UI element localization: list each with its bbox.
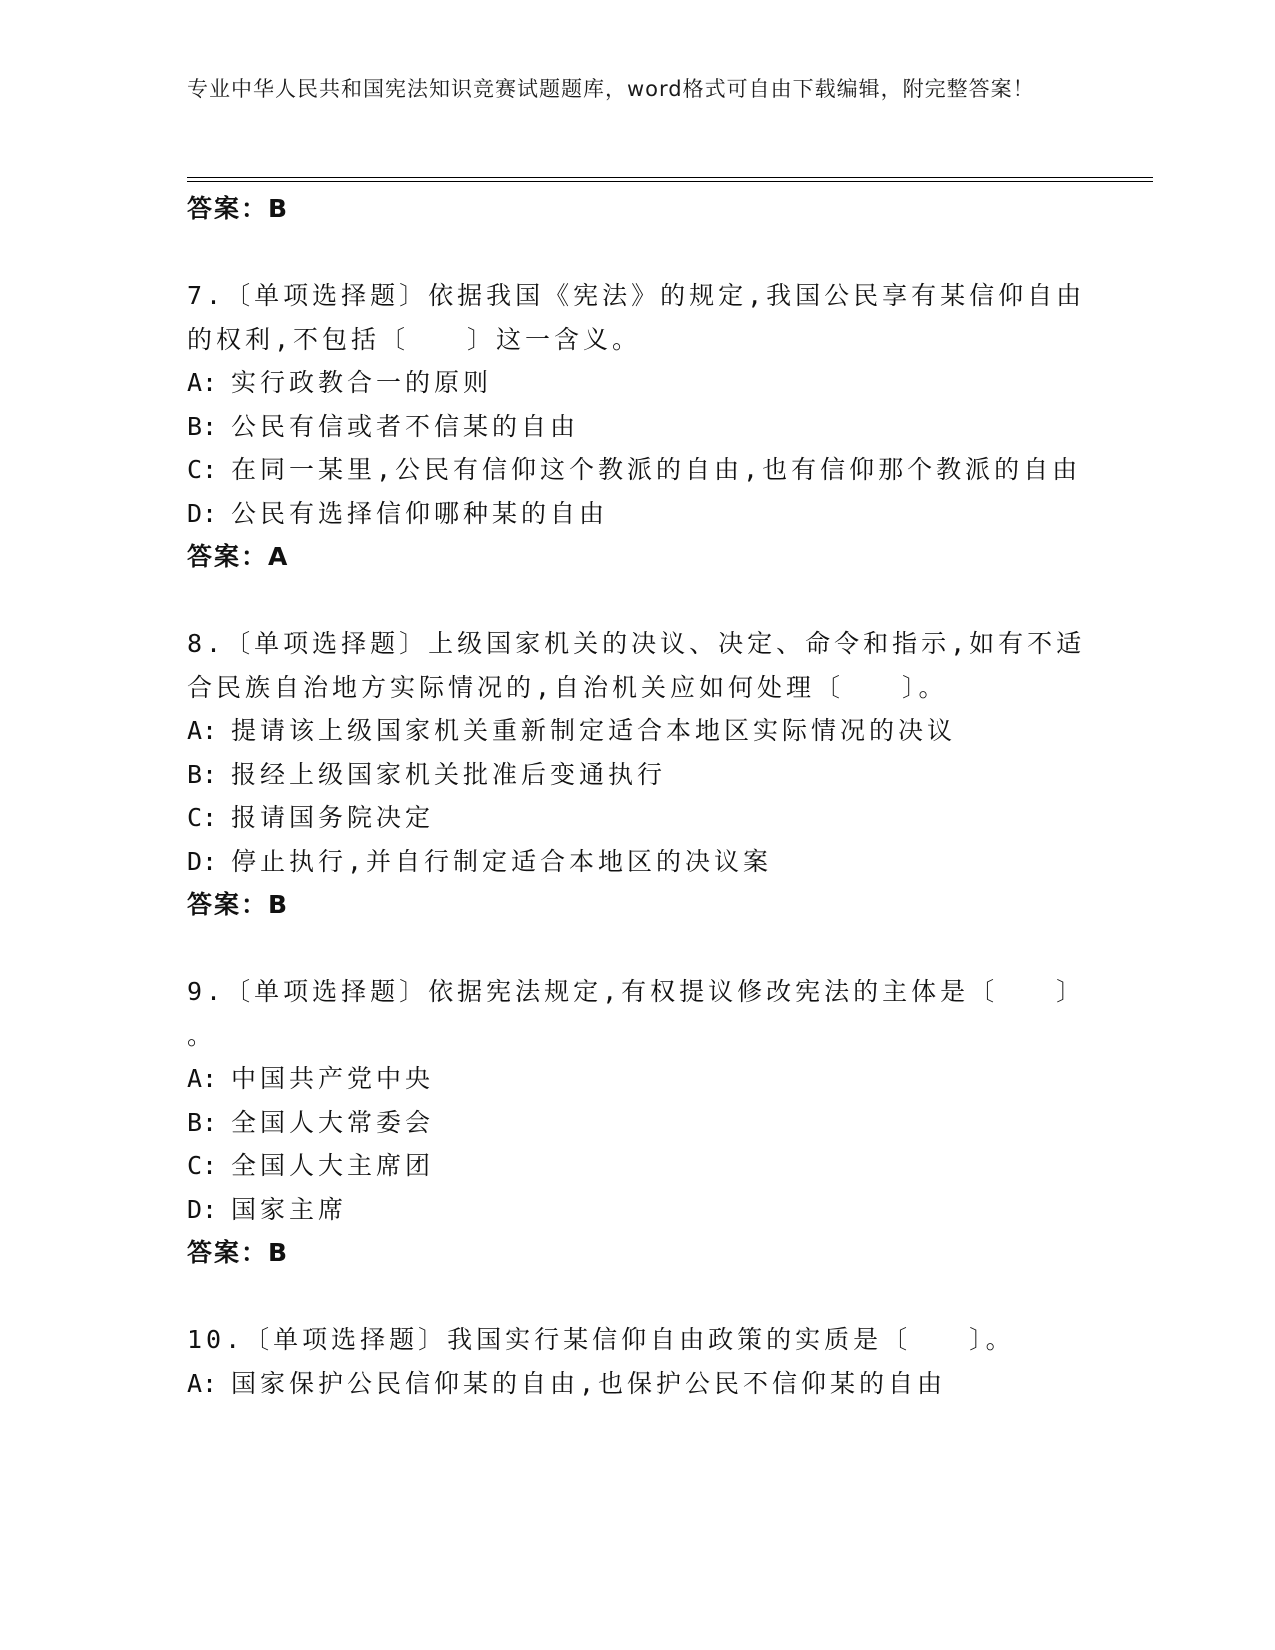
answer-line: 答案：B bbox=[187, 890, 290, 919]
option-c bbox=[187, 798, 434, 834]
option-letter: C: bbox=[187, 455, 218, 484]
option-a bbox=[187, 363, 492, 399]
option-text: 公民有信或者不信某的自由 bbox=[231, 412, 580, 441]
option-letter: C: bbox=[187, 803, 218, 832]
option-a bbox=[187, 711, 956, 747]
option-a bbox=[187, 1364, 946, 1400]
question-text: 8.〔单项选择题〕上级国家机关的决议、决定、命令和指示,如有不适 bbox=[187, 629, 1086, 658]
option-text: 全国人大主席团 bbox=[231, 1151, 435, 1180]
option-text: 国家主席 bbox=[231, 1195, 348, 1224]
question-text: 7.〔单项选择题〕依据我国《宪法》的规定,我国公民享有某信仰自由 bbox=[187, 281, 1086, 310]
option-b bbox=[187, 1103, 434, 1139]
option-b bbox=[187, 407, 579, 443]
option-letter: A: bbox=[187, 1064, 218, 1093]
option-text: 停止执行,并自行制定适合本地区的决议案 bbox=[231, 847, 773, 876]
answer-line: 答案：A bbox=[187, 542, 290, 571]
option-text: 全国人大常委会 bbox=[231, 1108, 435, 1137]
option-d bbox=[187, 842, 772, 878]
option-d bbox=[187, 494, 608, 530]
question-text-continued: 合民族自治地方实际情况的,自治机关应如何处理〔 〕。 bbox=[187, 673, 948, 702]
option-letter: B: bbox=[187, 1108, 218, 1137]
option-letter: A: bbox=[187, 368, 218, 397]
option-a bbox=[187, 1059, 434, 1095]
option-letter: B: bbox=[187, 412, 218, 441]
option-letter: D: bbox=[187, 1195, 218, 1224]
option-text: 国家保护公民信仰某的自由,也保护公民不信仰某的自由 bbox=[231, 1369, 947, 1398]
option-b bbox=[187, 755, 666, 791]
question-text-continued: 。 bbox=[187, 1021, 217, 1050]
option-c bbox=[187, 1146, 434, 1182]
option-text: 公民有选择信仰哪种某的自由 bbox=[231, 499, 609, 528]
answer-line: 答案：B bbox=[187, 1238, 290, 1267]
option-letter: D: bbox=[187, 499, 218, 528]
option-letter: A: bbox=[187, 1369, 218, 1398]
option-text: 中国共产党中央 bbox=[231, 1064, 435, 1093]
option-letter: A: bbox=[187, 716, 218, 745]
option-text: 提请该上级国家机关重新制定适合本地区实际情况的决议 bbox=[231, 716, 957, 745]
header-divider-bottom bbox=[187, 181, 1153, 182]
question-text: 10.〔单项选择题〕我国实行某信仰自由政策的实质是〔 〕。 bbox=[187, 1325, 1015, 1354]
question-text-continued: 的权利,不包括〔 〕这一含义。 bbox=[187, 325, 642, 354]
question-text: 9.〔单项选择题〕依据宪法规定,有权提议修改宪法的主体是〔 〕 bbox=[187, 977, 1086, 1006]
answer-line: 答案：B bbox=[187, 194, 290, 223]
option-letter: D: bbox=[187, 847, 218, 876]
option-letter: B: bbox=[187, 760, 218, 789]
option-letter: C: bbox=[187, 1151, 218, 1180]
option-text: 在同一某里,公民有信仰这个教派的自由,也有信仰那个教派的自由 bbox=[231, 455, 1082, 484]
option-c bbox=[187, 450, 1081, 486]
option-text: 实行政教合一的原则 bbox=[231, 368, 493, 397]
header-divider-top bbox=[187, 177, 1153, 178]
option-text: 报经上级国家机关批准后变通执行 bbox=[231, 760, 667, 789]
document-header: 专业中华人民共和国宪法知识竞赛试题题库，word格式可自由下载编辑，附完整答案！ bbox=[187, 77, 1035, 101]
option-d bbox=[187, 1190, 347, 1226]
option-text: 报请国务院决定 bbox=[231, 803, 435, 832]
